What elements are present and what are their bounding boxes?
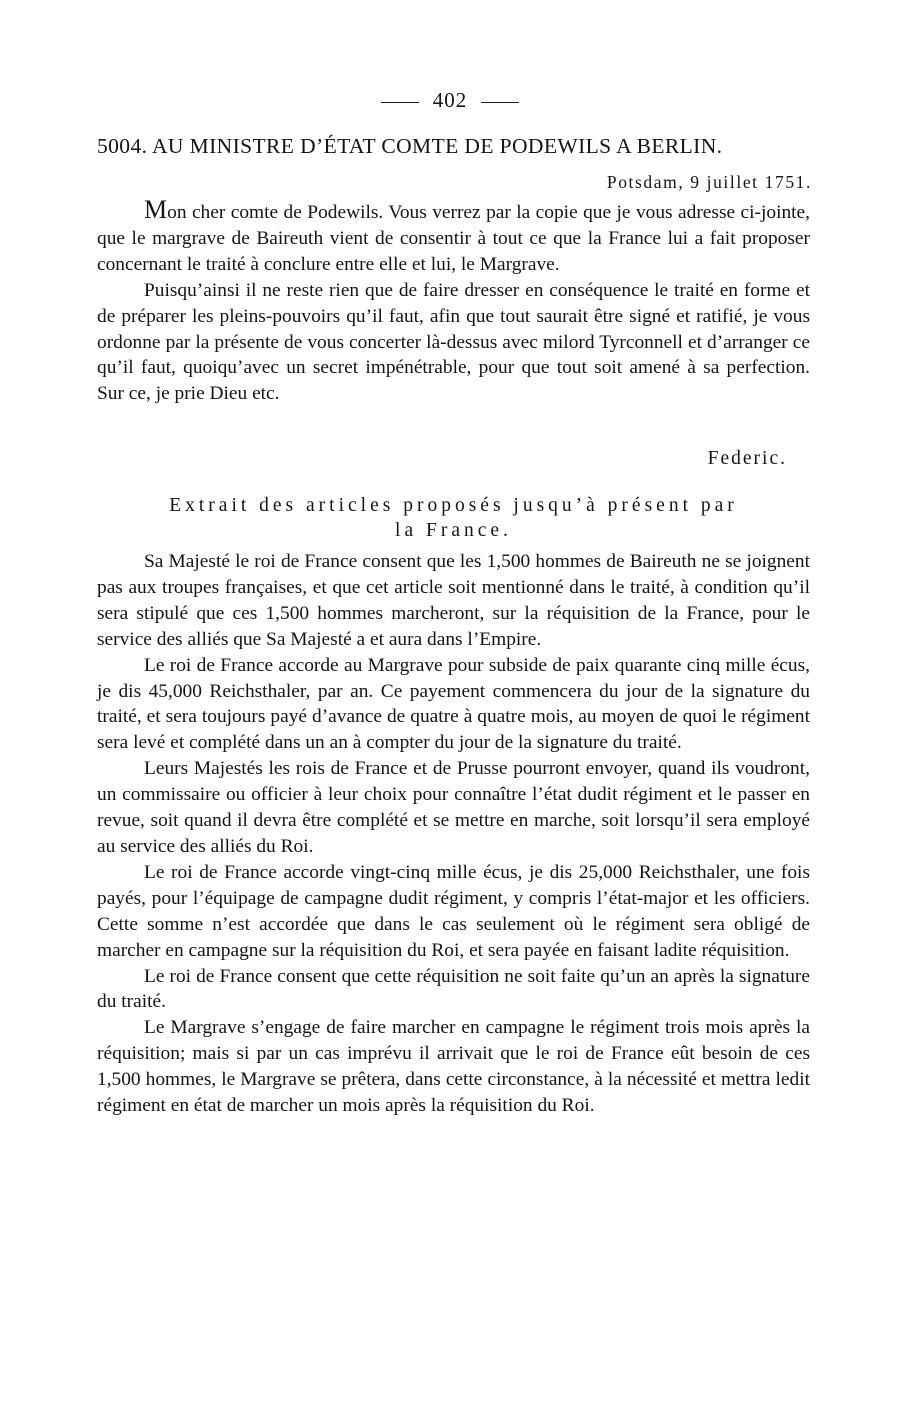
extract-heading-line: Extrait des articles proposés jusqu’à présent par — [169, 495, 738, 516]
article-paragraph: Le Margrave s’engage de faire marcher en campagne le régiment trois mois après la réquisition; mais si par un cas imprévu il arrivait que le roi de France eût besoin de ces 1,500 hommes, le Margrave se prêtera, dans cette circonstance, à la nécessité et mettra ledit régiment en état de marcher un mois après la réquisition du Roi. — [97, 1017, 810, 1117]
left-dash — [381, 102, 419, 103]
page-number: 402 — [432, 88, 468, 112]
initial-letter: M — [144, 195, 168, 224]
extract-body — [97, 549, 810, 1119]
article-paragraph: Le roi de France accorde au Margrave pour subside de paix quarante cinq mille écus, je dis 45,000 Reichsthaler, par an. Ce payement commencera du jour de la signature du traité, et sera toujours payé d’avance de quatre à quatre mois, au moyen de quoi le régiment sera levé et complété dans un an à compter du jour de la signature du traité. — [97, 654, 810, 754]
right-dash — [481, 102, 519, 103]
letter-heading: 5004. AU MINISTRE D’ÉTAT COMTE DE PODEWILS A BERLIN. — [97, 134, 723, 158]
article-paragraph: Le roi de France consent que cette réquisition ne soit faite qu’un an après la signature du traité. — [97, 965, 810, 1013]
page-number-line — [0, 88, 900, 113]
extract-heading-line: la France. — [395, 520, 512, 541]
signature: Federic. — [707, 448, 787, 469]
letter-paragraph-text: on cher comte de Podewils. Vous verrez par la copie que je vous adresse ci-jointe, que le margrave de Baireuth vient de consentir à tout ce que la France lui a fait proposer concernant le traité à conclure entre elle et lui, le Margrave. — [97, 202, 810, 275]
article-paragraph: Leurs Majestés les rois de France et de Prusse pourront envoyer, quand ils voudront, un commissaire ou officier à leur choix pour connaître l’état dudit régiment et le passer en revue, soit quand il devra être complété et se mettre en marche, soit lorsqu’il sera employé au service des alliés du Roi. — [97, 758, 810, 857]
article-paragraph: Sa Majesté le roi de France consent que les 1,500 hommes de Baireuth ne se joignent pas aux troupes françaises, et que cet article soit mentionné dans le traité, à condition qu’il sera stipulé que ces 1,500 hommes marcheront, sur la réquisition de la France, pour le service des alliés que Sa Majesté a et aura dans l’Empire. — [97, 551, 810, 650]
letter-paragraph — [97, 197, 810, 278]
article-paragraph: Le roi de France accorde vingt-cinq mille écus, je dis 25,000 Reichsthaler, une fois payés, pour l’équipage de campagne dudit régiment, y compris l’état-major et les officiers. Cette somme n’est accordée que dans le cas seulement où le régiment sera obligé de marcher en campagne sur la réquisition du Roi, et sera payée en faisant ladite réquisition. — [97, 861, 810, 961]
extract-heading — [97, 493, 810, 543]
letter-body — [97, 197, 810, 407]
letter-paragraph: Puisqu’ainsi il ne reste rien que de faire dresser en conséquence le traité en forme et de préparer les pleins-pouvoirs qu’il faut, afin que tout saurait être signé et ratifié, je vous ordonne par la présente de vous concerter là-dessus avec milord Tyrconnell et d’arranger ce qu’il faut, quoiqu’avec un secret impénétrable, pour que tout soit amené à sa perfection. Sur ce, je prie Dieu etc. — [97, 279, 810, 405]
dateline: Potsdam, 9 juillet 1751. — [606, 172, 812, 192]
